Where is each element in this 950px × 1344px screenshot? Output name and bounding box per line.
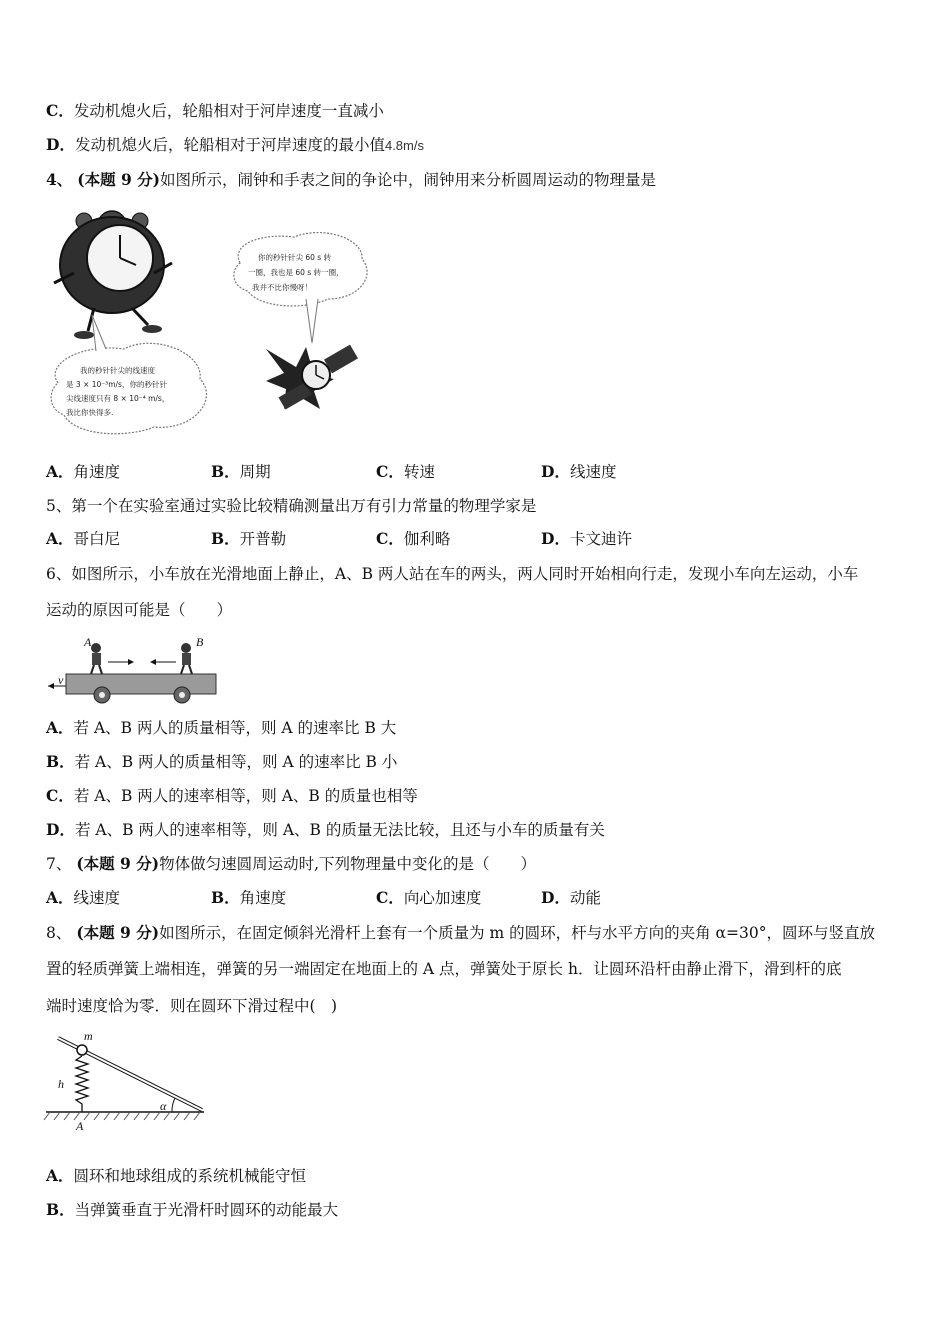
question-text: 如图所示，闹钟和手表之间的争论中，闹钟用来分析圆周运动的物理量是 xyxy=(159,171,656,189)
option-text: 若 A、B 两人的质量相等，则 A 的速率比 B 小 xyxy=(74,753,398,771)
q5-option-d xyxy=(541,528,632,550)
q7-option-b xyxy=(211,887,286,909)
q6-option-d xyxy=(46,819,605,841)
question-text: 如图所示，在固定倾斜光滑杆上套有一个质量为 m 的圆环，杆与水平方向的夹角 α=30°，圆环与竖直放 xyxy=(159,924,875,942)
question-text: 第一个在实验室通过实验比较精确测量出万有引力常量的物理学家是 xyxy=(71,497,537,515)
q5-option-b xyxy=(211,528,286,550)
q8-option-b xyxy=(46,1199,338,1221)
option-text: 发动机熄火后，轮船相对于河岸速度一直减小 xyxy=(73,102,384,120)
option-text: 角速度 xyxy=(239,889,287,907)
q4-option-c xyxy=(376,461,435,483)
alarm-clock-illustration xyxy=(54,211,172,339)
q5-stem xyxy=(46,495,536,517)
option-letter: C． xyxy=(376,462,404,481)
q8-figure xyxy=(44,1030,214,1135)
option-text: 动能 xyxy=(569,889,601,907)
option-letter: B． xyxy=(46,752,75,771)
question-text: 端时速度恰为零．则在圆环下滑过程中( ) xyxy=(46,997,338,1015)
wristwatch-illustration xyxy=(266,345,358,410)
option-letter: C． xyxy=(376,888,404,907)
option-text: 卡文迪许 xyxy=(569,530,632,548)
option-text: 哥白尼 xyxy=(73,530,121,548)
option-text: 周期 xyxy=(239,463,271,481)
q4-option-d xyxy=(541,461,616,483)
q6-option-a xyxy=(46,717,396,739)
person-b-figure xyxy=(181,643,192,674)
option-letter: C． xyxy=(46,101,74,120)
person-a-figure xyxy=(91,643,102,674)
q8-stem-line-1 xyxy=(46,922,875,944)
option-value: 4.8m/s xyxy=(384,138,424,153)
question-number: 5、 xyxy=(46,497,72,515)
q4-option-a xyxy=(46,461,120,483)
question-number: 7、 xyxy=(46,855,72,873)
option-text: 若 A、B 两人的质量相等，则 A 的速率比 B 大 xyxy=(73,719,397,737)
question-score: (本题 9 分) xyxy=(76,923,160,942)
option-letter: A． xyxy=(46,718,74,737)
velocity-label: v xyxy=(58,673,64,687)
height-label: h xyxy=(58,1077,64,1091)
q5-option-a xyxy=(46,528,120,550)
q6-figure xyxy=(44,634,219,704)
person-a-label: A xyxy=(84,635,92,649)
option-letter: D． xyxy=(46,820,75,839)
option-letter: B． xyxy=(211,462,240,481)
q3-option-d xyxy=(46,134,424,157)
question-text: 如图所示，小车放在光滑地面上静止，A、B 两人站在车的两头，两人同时开始相向行走，发现小车向左运动，小车 xyxy=(71,565,859,583)
option-letter: B． xyxy=(211,529,240,548)
option-letter: D． xyxy=(46,135,75,154)
q4-figure xyxy=(44,203,374,443)
q6-option-c xyxy=(46,785,418,807)
q8-option-a xyxy=(46,1165,306,1187)
q8-stem-line-2 xyxy=(46,958,841,980)
option-letter: D． xyxy=(541,462,570,481)
q6-stem-line-2 xyxy=(46,599,232,621)
watch-bubble-line-3: 我并不比你慢呀！ xyxy=(252,283,312,292)
point-a-label: A xyxy=(76,1119,84,1133)
option-letter: A． xyxy=(46,1166,74,1185)
watch-bubble-line-2: 一圈，我也是 60 s 转一圈， xyxy=(248,268,344,277)
question-number: 6、 xyxy=(46,565,72,583)
q4-stem xyxy=(46,169,656,191)
option-letter: C． xyxy=(46,786,74,805)
clock-bubble-line-1: 我的秒针针尖的线速度 xyxy=(80,366,155,375)
option-text: 当弹簧垂直于光滑杆时圆环的动能最大 xyxy=(74,1201,339,1219)
question-number: 8、 xyxy=(46,924,72,942)
option-letter: C． xyxy=(376,529,404,548)
q6-stem-line-1 xyxy=(46,563,858,585)
q7-stem xyxy=(46,853,536,875)
option-text: 若 A、B 两人的速率相等，则 A、B 的质量也相等 xyxy=(73,787,418,805)
option-text: 线速度 xyxy=(73,889,121,907)
option-letter: A． xyxy=(46,888,74,907)
clock-bubble-line-2: 是 3 × 10⁻³m/s，你的秒针针 xyxy=(66,380,167,389)
question-score: (本题 9 分) xyxy=(76,854,160,873)
option-text: 线速度 xyxy=(569,463,617,481)
question-text: 置的轻质弹簧上端相连，弹簧的另一端固定在地面上的 A 点，弹簧处于原长 h．让圆环沿杆由静止滑下，滑到杆的底 xyxy=(46,960,842,978)
watch-bubble-line-1: 你的秒针针尖 60 s 转 xyxy=(258,253,332,262)
q7-option-a xyxy=(46,887,120,909)
option-letter: A． xyxy=(46,529,74,548)
angle-label: α xyxy=(160,1099,167,1113)
q7-option-d xyxy=(541,887,601,909)
option-text: 圆环和地球组成的系统机械能守恒 xyxy=(73,1167,307,1185)
q3-option-c xyxy=(46,100,384,122)
mass-label: m xyxy=(84,1029,93,1043)
question-score: (本题 9 分) xyxy=(77,170,160,189)
clock-speech-bubble xyxy=(51,315,206,434)
option-text: 发动机熄火后，轮船相对于河岸速度的最小值 xyxy=(74,136,385,154)
q7-option-c xyxy=(376,887,481,909)
option-letter: A． xyxy=(46,462,74,481)
option-text: 向心加速度 xyxy=(403,889,482,907)
option-letter: D． xyxy=(541,888,570,907)
person-b-label: B xyxy=(196,635,204,649)
q6-option-b xyxy=(46,751,397,773)
q4-option-b xyxy=(211,461,271,483)
option-letter: B． xyxy=(46,1200,75,1219)
option-letter: D． xyxy=(541,529,570,548)
q8-stem-line-3 xyxy=(46,995,337,1017)
watch-speech-bubble xyxy=(234,233,367,343)
question-text: 物体做匀速圆周运动时,下列物理量中变化的是（ ） xyxy=(159,855,536,873)
option-text: 伽利略 xyxy=(403,530,451,548)
option-letter: B． xyxy=(211,888,240,907)
option-text: 开普勒 xyxy=(239,530,287,548)
option-text: 转速 xyxy=(403,463,435,481)
option-text: 角速度 xyxy=(73,463,121,481)
clock-bubble-line-4: 我比你快得多. xyxy=(66,408,114,417)
question-text: 运动的原因可能是（ ） xyxy=(46,601,233,619)
clock-bubble-line-3: 尖线速度只有 8 × 10⁻⁴ m/s， xyxy=(66,394,170,403)
question-number: 4、 xyxy=(46,170,73,189)
option-text: 若 A、B 两人的速率相等，则 A、B 的质量无法比较，且还与小车的质量有关 xyxy=(74,821,605,839)
q5-option-c xyxy=(376,528,450,550)
